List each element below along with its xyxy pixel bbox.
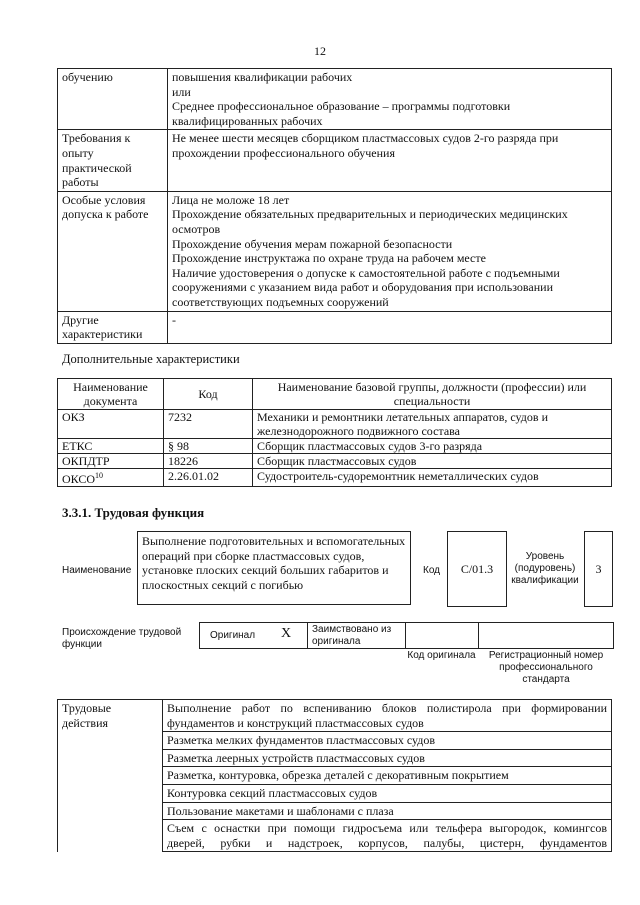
row-label: Особые условия допуска к работе xyxy=(58,191,168,311)
function-name-box: Выполнение подготовительных и вспомогательных операций при сборке пластмассовых судов, установке плоских секций больших габаритов и плоскостных секций с погибью xyxy=(137,531,411,605)
code-cell: 18226 xyxy=(164,454,253,469)
name-cell: Сборщик пластмассовых судов 3-го разряда xyxy=(253,439,612,454)
action-item: Выполнение работ по вспениванию блоков полистирола при формировании фундаментов и конструкций пластмассовых судов xyxy=(163,700,612,732)
original-label: Оригинал xyxy=(210,630,256,641)
column-header: Наименование документа xyxy=(58,379,164,410)
reg-number-caption: Регистрационный номер профессионального стандарта xyxy=(488,650,604,685)
row-label: Требования к опыту практической работы xyxy=(58,130,168,191)
origin-box xyxy=(199,622,614,649)
table-row xyxy=(58,69,612,130)
qualification-table xyxy=(57,68,612,344)
function-code-box xyxy=(447,531,507,607)
footnote-ref: 10 xyxy=(95,471,104,480)
additional-characteristics-table xyxy=(57,378,612,487)
table-row xyxy=(58,130,612,191)
table-row xyxy=(58,311,612,343)
doc-cell: ОКЗ xyxy=(58,410,164,439)
doc-cell: ЕТКС xyxy=(58,439,164,454)
table-row xyxy=(58,469,612,487)
row-value xyxy=(168,69,612,130)
row-label: Другие характеристики xyxy=(58,311,168,343)
borrowed-label: Заимствовано из оригинала xyxy=(312,624,392,647)
row-line: Прохождение обязательных предварительных и периодических медицинских осмотров xyxy=(172,207,568,236)
name-label: Наименование xyxy=(62,565,132,576)
row-line: повышения квалификации рабочих xyxy=(172,70,353,84)
row-line: Лица не моложе 18 лет xyxy=(172,192,290,207)
divider xyxy=(478,622,479,648)
table-row xyxy=(58,410,612,439)
code-cell: § 98 xyxy=(164,439,253,454)
row-line: Не менее шести месяцев сборщиком пластмассовых судов 2-го разряда при прохождении профессионального обучения xyxy=(172,131,559,160)
row-line: - xyxy=(172,312,176,327)
row-value xyxy=(168,191,612,311)
actions-label: Трудовые действия xyxy=(58,700,163,852)
action-item: Съем с оснастки при помощи гидросъема или тельфера выгородок, комингсов дверей, рубки и надстроек, корпусов, палубы, цистерн, фундаментов xyxy=(163,820,612,852)
row-value xyxy=(168,130,612,191)
action-item: Контуровка секций пластмассовых судов xyxy=(163,784,612,802)
divider xyxy=(307,622,308,648)
column-header: Код xyxy=(164,379,253,410)
action-item: Пользование макетами и шаблонами с плаза xyxy=(163,802,612,820)
table-row xyxy=(58,191,612,311)
table-row xyxy=(58,700,612,732)
action-item: Разметка мелких фундаментов пластмассовых судов xyxy=(163,732,612,750)
table-row xyxy=(58,439,612,454)
code-original-caption: Код оригинала xyxy=(407,650,476,661)
column-header: Наименование базовой группы, должности (профессии) или специальности xyxy=(253,379,612,410)
code-cell: 7232 xyxy=(164,410,253,439)
row-line: Наличие удостоверения о допуске к самостоятельной работе с подъемными сооружениями с указанием вида работ и оборудования при использовании соответствующих подъемных сооружений xyxy=(172,265,560,309)
name-cell: Механики и ремонтники летательных аппаратов, судов и железнодорожного подвижного состава xyxy=(253,410,612,439)
function-code: С/01.3 xyxy=(460,561,494,576)
original-mark: X xyxy=(281,626,292,641)
doc-cell: ОКПДТР xyxy=(58,454,164,469)
table-row xyxy=(58,454,612,469)
divider xyxy=(405,622,406,648)
row-line: Среднее профессиональное образование – программы подготовки квалифицированных рабочих xyxy=(172,99,511,128)
action-item: Разметка, контуровка, обрезка деталей с декоративным покрытием xyxy=(163,767,612,785)
level-label: Уровень (подуровень) квалификации xyxy=(511,551,579,586)
row-line: Прохождение инструктажа по охране труда на рабочем месте xyxy=(172,251,486,266)
level-value: 3 xyxy=(595,561,602,576)
row-label: обучению xyxy=(58,69,168,130)
page-number: 12 xyxy=(314,44,326,58)
code-cell: 2.26.01.02 xyxy=(164,469,253,487)
labor-actions-table xyxy=(57,699,612,852)
additional-characteristics-caption: Дополнительные характеристики xyxy=(62,352,240,366)
doc-cell xyxy=(58,469,164,487)
table-header-row xyxy=(58,379,612,410)
name-cell: Судостроитель-судоремонтник неметаллических судов xyxy=(253,469,612,487)
doc-name: ОКСО xyxy=(62,472,96,486)
labor-function-title: 3.3.1. Трудовая функция xyxy=(62,505,205,520)
origin-label: Происхождение трудовой функции xyxy=(62,627,182,650)
row-value xyxy=(168,311,612,343)
level-box xyxy=(584,531,613,607)
name-cell: Сборщик пластмассовых судов xyxy=(253,454,612,469)
action-item: Разметка леерных устройств пластмассовых судов xyxy=(163,749,612,767)
row-line: или xyxy=(172,84,191,99)
code-label: Код xyxy=(423,565,441,576)
row-line: Прохождение обучения мерам пожарной безопасности xyxy=(172,236,453,251)
